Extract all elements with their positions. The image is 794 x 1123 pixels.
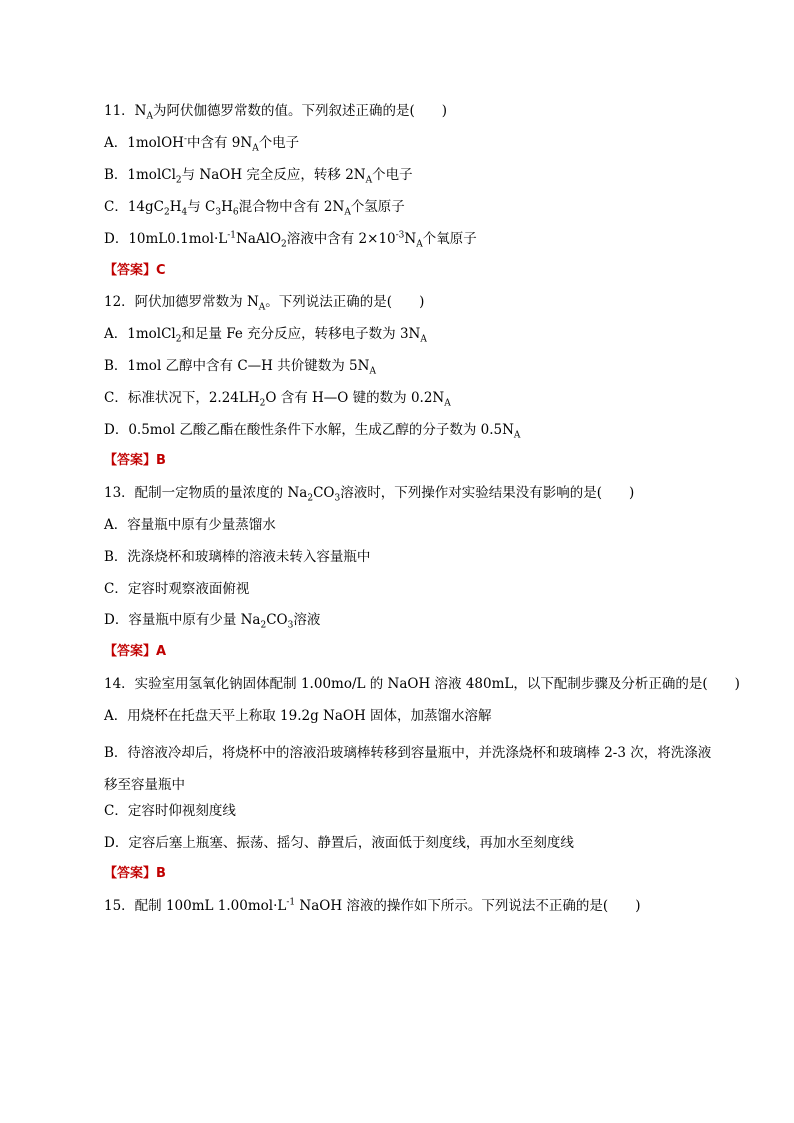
question-11-option-c: C．$14gC_2H_4$与 $C_3H_6$混合物中含有 $2N_A$个氢原子 bbox=[104, 199, 405, 218]
question-12-option-d: D．0.5mol 乙酸乙酯在酸性条件下水解，生成乙醇的分子数为 $0.5N_A$ bbox=[104, 422, 521, 441]
question-11-option-b: B．1molCl$_2$与 NaOH 完全反应，转移 $2N_A$个电子 bbox=[104, 167, 413, 186]
question-12-option-c: C．标准状况下，$2.24LH_2O$ 含有 H—O 键的数为 $0.2N_A$ bbox=[104, 390, 451, 409]
question-14-option-b: B．待溶液冷却后，将烧杯中的溶液沿玻璃棒转移到容量瓶中，并洗涤烧杯和玻璃棒 2-3 次，将洗涤液移至容量瓶中 bbox=[104, 745, 712, 793]
question-12-option-a: A．1molCl$_2$和足量 Fe 充分反应，转移电子数为 $3N_A$ bbox=[104, 326, 427, 345]
question-11-answer: 【答案】C bbox=[104, 263, 166, 278]
question-14-option-c: C．定容时仰视刻度线 bbox=[104, 803, 236, 819]
question-13-stem: 13．配制一定物质的量浓度的 $Na_2CO_3$溶液时，下列操作对实验结果没有影响的是( ) bbox=[104, 485, 635, 504]
question-11-option-d: D．$10mL0.1mol\cdot L^{-1}NaAlO_2$溶液中含有 $2\times 10^{-3}N_A$个氧原子 bbox=[104, 230, 477, 250]
question-14-answer: 【答案】B bbox=[104, 866, 166, 881]
question-15-stem: 15．配制 100mL $1.00mol\cdot L^{-1}$ NaOH 溶液的操作如下所示。下列说法不正确的是( ) bbox=[104, 897, 641, 914]
question-13-option-b: B．洗涤烧杯和玻璃棒的溶液未转入容量瓶中 bbox=[104, 549, 371, 565]
question-13-option-c: C．定容时观察液面俯视 bbox=[104, 581, 250, 597]
question-13-option-d: D．容量瓶中原有少量 $Na_2CO_3$溶液 bbox=[104, 612, 321, 631]
question-14-option-d: D．定容后塞上瓶塞、振荡、摇匀、静置后，液面低于刻度线，再加水至刻度线 bbox=[104, 835, 574, 851]
question-11-stem: 11．$N_A$为阿伏伽德罗常数的值。下列叙述正确的是( ) bbox=[104, 103, 448, 122]
question-14-option-a: A．用烧杯在托盘天平上称取 19.2g NaOH 固体，加蒸馏水溶解 bbox=[104, 708, 492, 724]
question-11-option-a: A．1molOH-中含有 $9N_A$个电子 bbox=[104, 134, 300, 154]
question-14-stem: 14．实验室用氢氧化钠固体配制 1.00mo/L 的 NaOH 溶液 480mL，以下配制步骤及分析正确的是( ) bbox=[104, 676, 740, 692]
question-12-option-b: B．1mol 乙醇中含有 C—H 共价键数为 $5N_A$ bbox=[104, 358, 376, 377]
question-12-stem: 12．阿伏加德罗常数为 $N_A$。下列说法正确的是( ) bbox=[104, 294, 425, 313]
question-13-option-a: A．容量瓶中原有少量蒸馏水 bbox=[104, 517, 276, 533]
question-12-answer: 【答案】B bbox=[104, 453, 166, 468]
question-13-answer: 【答案】A bbox=[104, 644, 167, 659]
